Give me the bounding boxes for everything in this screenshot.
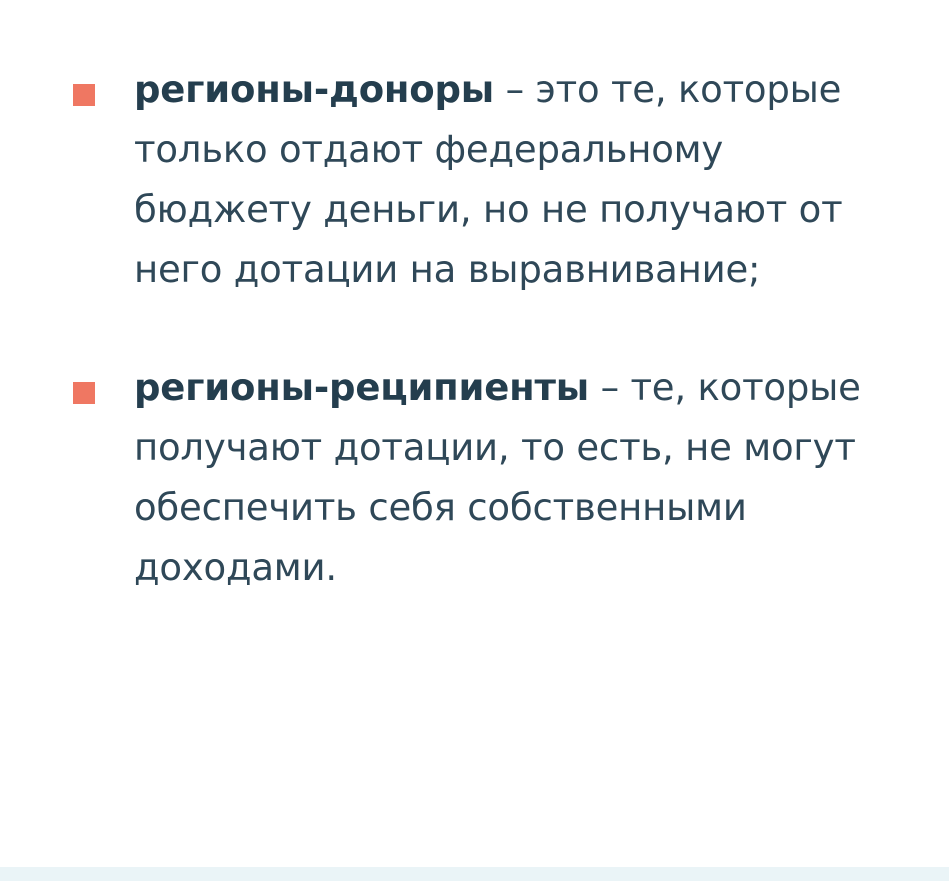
square-bullet-icon	[73, 382, 95, 404]
bullet-body: – это те, которые только отдают федеральному бюджету деньги, но не получают от него дотации на выравнивание;	[134, 68, 843, 291]
bottom-accent-band	[0, 867, 949, 881]
list-item	[70, 60, 889, 300]
bullet-text	[134, 60, 889, 300]
square-bullet-icon	[73, 84, 95, 106]
bullet-text	[134, 358, 889, 598]
bullet-term: регионы-реципиенты	[134, 365, 590, 409]
list-item	[70, 358, 889, 598]
bullet-body: – те, которые получают дотации, то есть, не могут обеспечить себя собственными доходами.	[134, 365, 861, 589]
bullet-term: регионы-доноры	[134, 68, 495, 111]
